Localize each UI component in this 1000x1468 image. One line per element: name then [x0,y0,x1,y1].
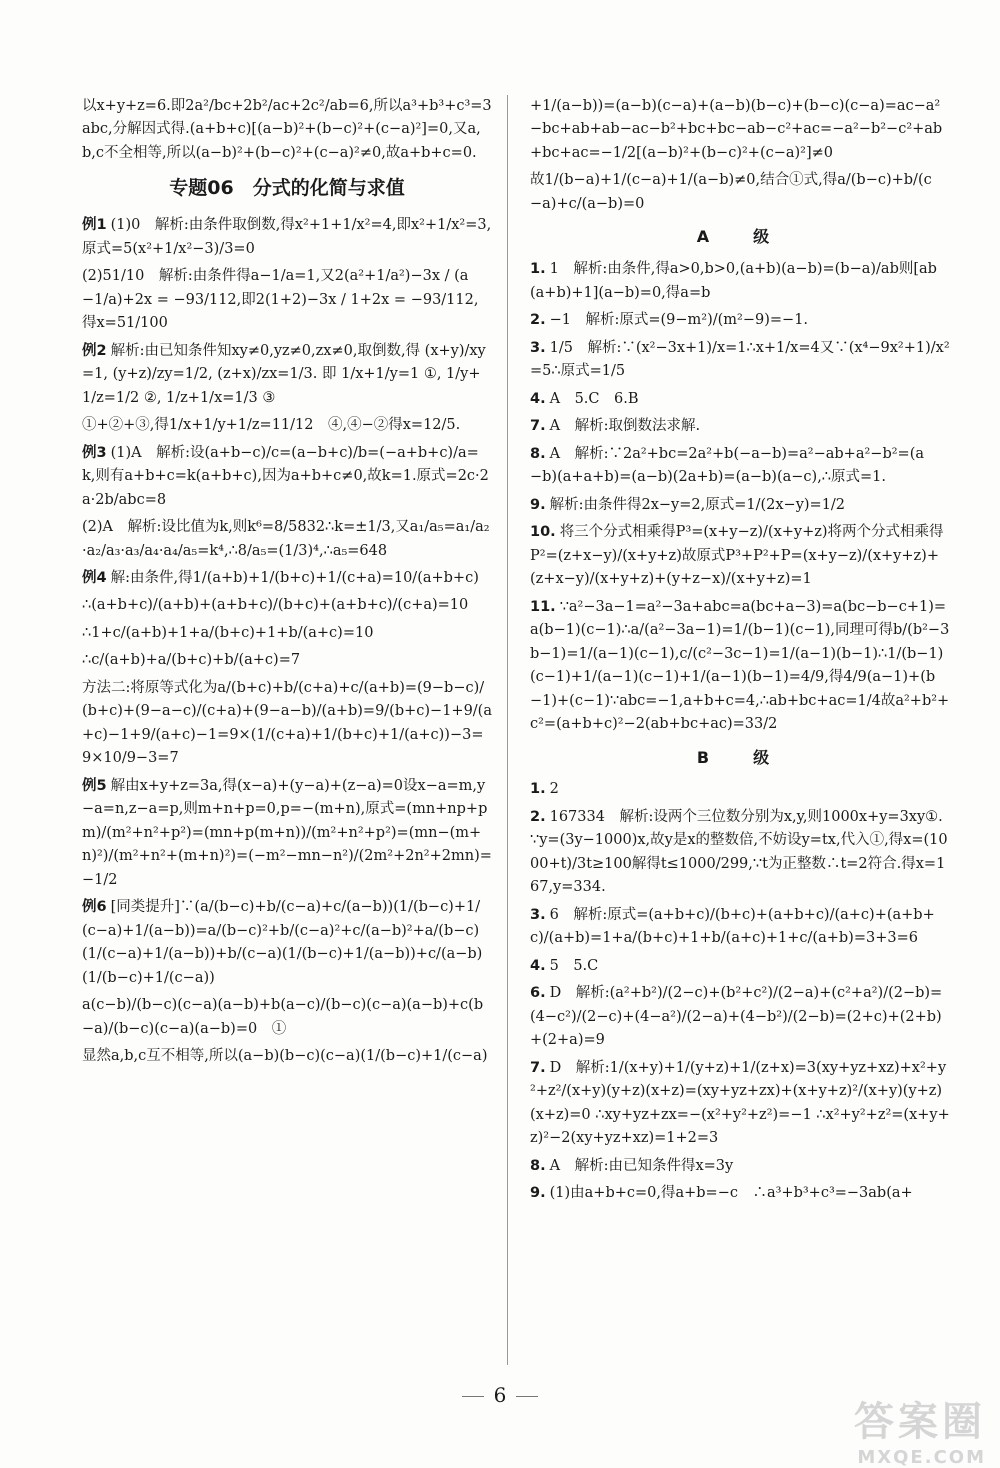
item-text: A 解析:由已知条件得x=3y [549,1157,734,1174]
right-column [530,95,950,1210]
watermark-logo [854,1390,986,1468]
item-label: 例6 [82,899,107,916]
item-text: 解:由条件,得1/(a+b)+1/(b+c)+1/(c+a)=10/(a+b+c) [110,570,479,586]
answer-item [530,443,950,490]
item-text: 解由x+y+z=3a,得(x−a)+(y−a)+(z−a)=0设x−a=m,y−a=n,z−a=p,则m+n+p=0,p=−(m+n),原式=(mn+np+pm)/(m²+n²+p²)=(mn+p(m+n))/(m²+n²+p²)=(mn−(m+n)²)/(m²+n²+(m+n)²)=(−m²−mn−n²)/(2m²+2n²+2mn)=−1/2 [82,777,492,888]
answer-item [530,904,950,951]
item-label: 7. [530,1059,546,1076]
answer-item [82,775,492,892]
answer-item [82,896,492,990]
item-text: (2)A 解析:设比值为k,则k⁶=8/5832∴k=±1/3,又a₁/a₅=a₁/a₂·a₂/a₃·a₃/a₄·a₄/a₅=k⁴,∴8/a₅=(1/3)⁴,∴a₅=648 [82,519,490,559]
item-label: 9. [530,1185,546,1202]
item-text: ∴1+c/(a+b)+1+a/(b+c)+1+b/(a+c)=10 [82,624,374,641]
answer-item [82,594,492,617]
item-label: 例5 [82,777,107,794]
answer-item [82,265,492,335]
item-label: 1. [530,781,546,798]
item-text: 解析:由已知条件知xy≠0,yz≠0,zx≠0,取倒数,得 (x+y)/xy=1, (y+z)/zy=1/2, (z+x)/zx=1/3. 即 1/x+1/y=1 ①, 1/y+1/z=1/2 ②, 1/z+1/x=1/3 ③ [82,342,486,406]
answer-item [82,516,492,563]
item-text: (1)A 解析:设(a+b−c)/c=(a−b+c)/b=(−a+b+c)/a=k,则有a+b+c=k(a+b+c),因为a+b+c≠0,故k=1.原式=2c·2a·2b/abc=8 [82,444,489,508]
item-label: 10. [530,524,556,541]
item-label: 4. [530,390,546,407]
item-text: D 解析:(a²+b²)/(2−c)+(b²+c²)/(2−a)+(c²+a²)/(2−b)=(4−c²)/(2−c)+(4−a²)/(2−a)+(4−b²)/(2−b)=(2+c)+(2+b)+(2+a)=9 [530,985,943,1049]
item-label: 7. [530,418,546,435]
page-number: 6 [0,1383,1000,1407]
item-text: 2 [549,781,559,798]
item-label: 2. [530,312,546,329]
answer-item [82,677,492,771]
column-divider [507,95,508,1365]
item-text: ∵a²−3a−1=a²−3a+abc=a(bc+a−3)=a(bc−b−c+1)=a(b−1)(c−1)∴a/(a²−3a−1)=1/(b−1)(c−1),同理可得b/(b²−3b−1)=1/(a−1)(c−1),c/(c²−3c−1)=1/(a−1)(b−1)∴1/(b−1)(c−1)+1/(a−1)(c−1)+1/(a−1)(b−1)=4/9,得4/9(a−1)+(b−1)+(c−1)∵abc=−1,a+b+c=4,∴ab+bc+ac=1/4故a²+b²+c²=(a+b+c)²−2(ab+bc+ac)=33/2 [530,598,950,733]
answer-item [82,1045,492,1068]
answer-item [530,778,950,801]
item-text: [同类提升]∵(a/(b−c)+b/(c−a)+c/(a−b))(1/(b−c)+1/(c−a)+1/(a−b))=a/(b−c)²+b/(c−a)²+c/(a−b)²+a/(b−c)(1/(c−a)+1/(a−b))+b/(c−a)(1/(b−c)+1/(a−b))+c/(a−b)(1/(b−c)+1/(c−a)) [82,899,483,986]
left-items-list [82,214,492,1068]
item-label: 例1 [82,217,107,234]
answer-item [530,494,950,517]
item-text: D 解析:1/(x+y)+1/(y+z)+1/(z+x)=3(xy+yz+xz)+x²+y²+z²/(x+y)(y+z)(x+z)=(xy+yz+zx)+(x+y+z)²/(x+y)(y+z)(x+z)=0 ∴xy+yz+zx=−(x²+y²+z²)=−1 ∴x²+y²+z²=(x+y+z)²−2(xy+yz+xz)=1+2=3 [530,1059,950,1147]
item-text: 167334 解析:设两个三位数分别为x,y,则1000x+y=3xy①.∵y=(3y−1000)x,故y是x的整数倍,不妨设y=tx,代入①,得x=(1000+t)/3t≥100解得t≤1000/299,∵t为正整数∴t=2符合.得x=167,y=334. [530,808,948,896]
item-text: 1 解析:由条件,得a>0,b>0,(a+b)(a−b)=(b−a)/ab则[ab(a+b)+1](a−b)=0,得a=b [530,261,937,301]
right-intro-line-2: 故1/(b−a)+1/(c−a)+1/(a−b)≠0,结合①式,得a/(b−c)+b/(c−a)+c/(a−b)=0 [530,172,932,212]
answer-item [530,806,950,900]
item-text: 5 5.C [549,957,599,974]
answer-item [530,309,950,332]
answer-item [530,596,950,737]
item-text: ①+②+③,得1/x+1/y+1/z=11/12 ④,④−②得x=12/5. [82,417,461,434]
item-text: ∴(a+b+c)/(a+b)+(a+b+c)/(b+c)+(a+b+c)/(c+a)=10 [82,597,469,614]
answer-item [530,258,950,305]
answer-item [530,521,950,591]
item-label: 9. [530,496,546,513]
header-paragraph: 以x+y+z=6.即2a²/bc+2b²/ac+2c²/ab=6,所以a³+b³+c³=3abc,分解因式得.(a+b+c)[(a−b)²+(b−c)²+(c−a)²]=0,又a,b,c不全相等,所以(a−b)²+(b−c)²+(c−a)²≠0,故a+b+c=0. [82,98,492,161]
level-a-heading: A 级 [696,227,784,247]
item-text: ∴c/(a+b)+a/(b+c)+b/(a+c)=7 [82,652,301,669]
right-intro-line-1: +1/(a−b))=(a−b)(c−a)+(a−b)(b−c)+(b−c)(c−a)=ac−a²−bc+ab+ab−ac−b²+bc+bc−ab−c²+ac=−a²−b²−c²+ab+bc+ac=−1/2[(a−b)²+(b−c)²+(c−a)²]≠0 [530,98,943,161]
left-column [82,95,492,1073]
level-a-list [530,258,950,736]
item-label: 4. [530,957,546,974]
answer-item [530,415,950,438]
answer-item [530,388,950,411]
answer-item [82,994,492,1041]
answer-item [82,567,492,590]
item-text: 解析:由条件得2x−y=2,原式=1/(2x−y)=1/2 [549,496,846,513]
item-label: 2. [530,808,546,825]
item-label: 8. [530,445,546,462]
answer-item [82,414,492,437]
level-b-heading: B 级 [696,747,784,767]
item-text: (1)0 解析:由条件取倒数,得x²+1+1/x²=4,即x²+1/x²=3,原式=5(x²+1/x²−3)/3=0 [82,217,492,257]
answer-item [82,442,492,512]
item-label: 3. [530,339,546,356]
answer-item [530,982,950,1052]
item-text: a(c−b)/(b−c)(c−a)(a−b)+b(a−c)/(b−c)(c−a)(a−b)+c(b−a)/(b−c)(c−a)(a−b)=0 ① [82,997,484,1037]
item-text: 将三个分式相乘得P³=(x+y−z)/(x+y+z)将两个分式相乘得P²=(z+x−y)/(x+y+z)故原式P³+P²+P=(x+y−z)/(x+y+z)+(z+x−y)/(x+y+z)+(y+z−x)/(x+y+z)=1 [530,524,944,588]
item-text: A 5.C 6.B [549,390,639,407]
answer-item [530,337,950,384]
item-text: (1)由a+b+c=0,得a+b=−c ∴a³+b³+c³=−3ab(a+ [549,1185,913,1202]
section-title: 专题06 分式的化简与求值 [169,177,405,200]
watermark-cn: 答案圈 [854,1399,986,1445]
answer-item [530,1182,950,1205]
item-label: 例3 [82,444,107,461]
item-label: 8. [530,1157,546,1174]
item-label: 11. [530,598,556,615]
item-text: (2)51/10 解析:由条件得a−1/a=1,又2(a²+1/a²)−3x / (a−1/a)+2x = −93/112,即2(1+2)−3x / 1+2x = −93/112,得x=51/100 [82,268,479,332]
item-text: −1 解析:原式=(9−m²)/(m²−9)=−1. [549,312,809,329]
item-label: 1. [530,261,546,278]
item-text: 显然a,b,c互不相等,所以(a−b)(b−c)(c−a)(1/(b−c)+1/(c−a) [82,1048,488,1065]
answer-item [530,1057,950,1151]
item-text: 方法二:将原等式化为a/(b+c)+b/(c+a)+c/(a+b)=(9−b−c)/(b+c)+(9−a−c)/(c+a)+(9−a−b)/(a+b)=9/(b+c)−1+9/(a+c)−1+9/(a+c)−1=9×(1/(c+a)+1/(b+c)+1/(a+c))−3=9×10/9−3=7 [82,679,492,767]
answer-item [82,649,492,672]
item-label: 例2 [82,342,107,359]
answer-item [530,1155,950,1178]
level-b-list [530,778,950,1205]
item-label: 3. [530,906,546,923]
answer-item [82,340,492,410]
item-label: 6. [530,985,546,1002]
watermark-en: MXQE.COM [857,1447,986,1468]
item-text: 1/5 解析:∵(x²−3x+1)/x=1∴x+1/x=4又∵(x⁴−9x²+1)/x²=5∴原式=1/5 [530,339,950,380]
answer-item [530,955,950,978]
item-text: A 解析:取倒数法求解. [549,418,701,435]
item-text: 6 解析:原式=(a+b+c)/(b+c)+(a+b+c)/(a+c)+(a+b+c)/(a+b)=1+a/(b+c)+1+b/(a+c)+1+c/(a+b)=3+3=6 [530,906,935,947]
item-text: A 解析:∵2a²+bc=2a²+b(−a−b)=a²−ab+a²−b²=(a−b)(a+a+b)=(a−b)(2a+b)=(a−b)(a−c),∴原式=1. [530,445,924,486]
answer-item [82,214,492,261]
item-label: 例4 [82,570,107,586]
answer-item [82,622,492,645]
